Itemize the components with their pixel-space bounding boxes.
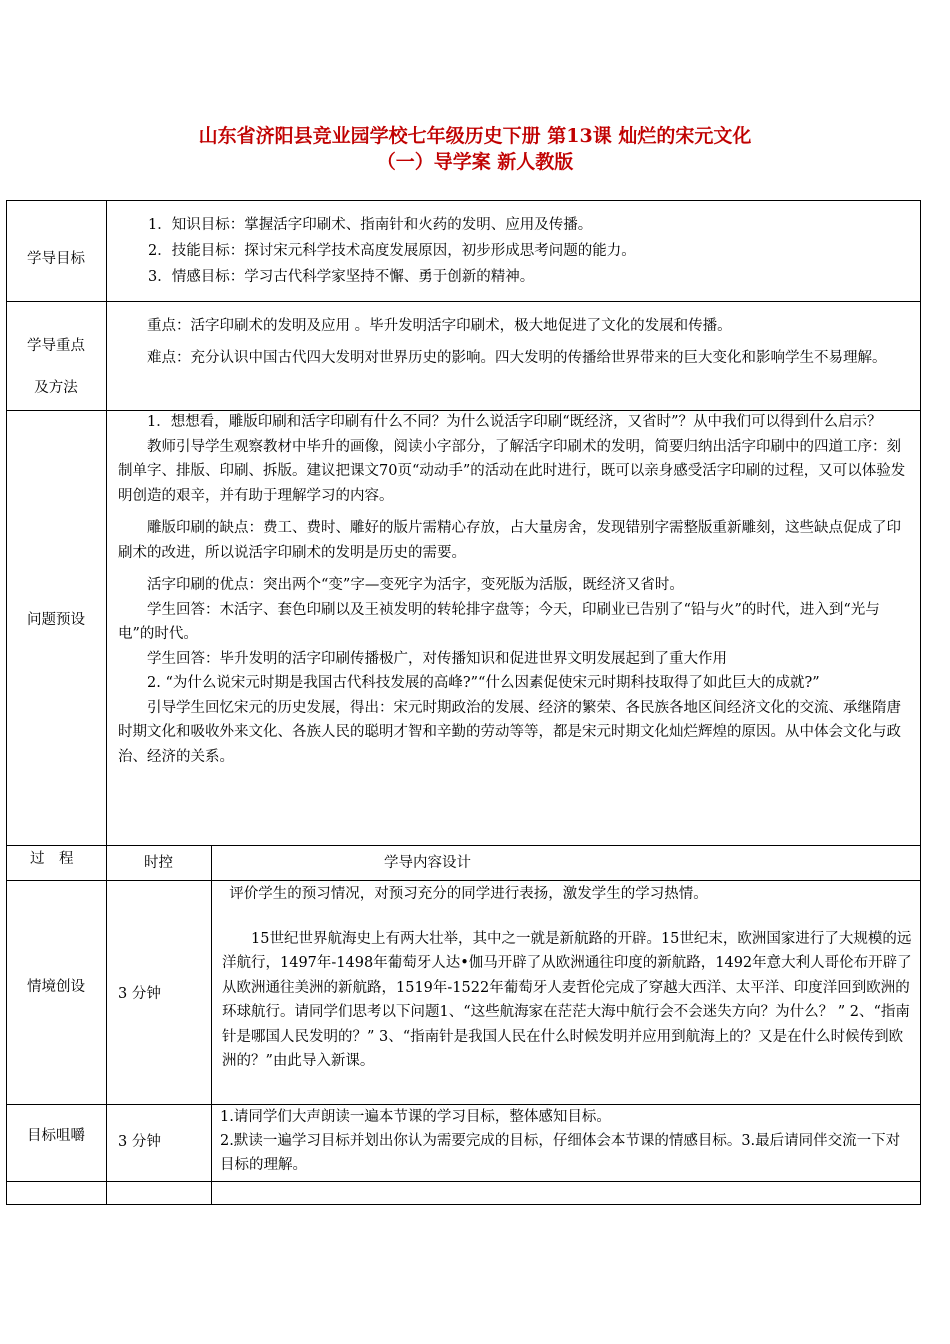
problem-paragraph: 2. “为什么说宋元时期是我国古代科技发展的高峰?”“什么因素促使宋元时期科技取得了如此巨大的成就?” xyxy=(147,675,820,691)
goal-emotion: 3．情感目标：学习古代科学家坚持不懈、勇于创新的精神。 xyxy=(148,269,535,285)
goal-skill: 2．技能目标：探讨宋元科学技术高度发展原因，初步形成思考问题的能力。 xyxy=(148,243,636,259)
problem-paragraph: 雕版印刷的缺点：费工、费时、雕好的版片需精心存放，占大量房舍，发现错别字需整版重新雕刻，这些缺点促成了印刷术的改进，所以说活字印刷术的发明是历史的需要。 xyxy=(118,520,901,561)
key-point: 重点：活字印刷术的发明及应用 。毕升发明活字印刷术，极大地促进了文化的发展和传播。 xyxy=(147,318,732,334)
scenario-content xyxy=(222,882,912,1074)
problem-paragraph: 学生回答：毕升发明的活字印刷传播极广，对传播知识和促进世界文明发展起到了重大作用 xyxy=(147,650,727,667)
problem-paragraph: 1．想想看，雕版印刷和活字印刷有什么不同？为什么说活字印刷“既经济，又省时”？从中我们可以得到什么启示？ xyxy=(147,414,882,430)
problem-paragraph: 教师引导学生观察教材中毕升的画像，阅读小字部分，了解活字印刷术的发明，简要归纳出活字印刷中的四道工序：刻制单字、排版、印刷、拆版。建议把课文70页“动动手”的活动在此时进行，既可以亲身感受活字印刷的过程，又可以体验发明创造的艰辛，并有助于理解学习的内容。 xyxy=(118,438,906,504)
keypoints-label-line1: 学导重点 xyxy=(27,338,85,354)
keypoints-content xyxy=(118,313,912,371)
goal-reading-label: 目标咀嚼 xyxy=(27,1128,85,1144)
goal-reading-line2: 2.默读一遍学习目标并划出你认为需要完成的目标，仔细体会本节课的情感目标。3.最后请同伴交流一下对目标的理解。 xyxy=(220,1133,901,1173)
scenario-time: 3 分钟 xyxy=(118,986,161,1002)
header-process: 过 程 xyxy=(30,851,74,867)
problem-paragraph: 学生回答：木活字、套色印刷以及王祯发明的转轮排字盘等；今天，印刷业已告别了“铅与火”的时代，进入到“光与电”的时代。 xyxy=(118,601,880,642)
header-time: 时控 xyxy=(144,855,173,871)
problem-paragraph: 引导学生回忆宋元的历史发展，得出：宋元时期政治的发展、经济的繁荣、各民族各地区间经济文化的交流、承继隋唐时期文化和吸收外来文化、各族人民的聪明才智和辛勤的劳动等等，都是宋元时期文化灿烂辉煌的原因。从中体会文化与政治、经济的关系。 xyxy=(118,699,901,765)
keypoints-label-line2: 及方法 xyxy=(34,380,78,396)
difficulty-point: 难点：充分认识中国古代四大发明对世界历史的影响。四大发明的传播给世界带来的巨大变化和影响学生不易理解。 xyxy=(147,350,887,366)
problems-label: 问题预设 xyxy=(27,612,85,628)
problems-content xyxy=(118,410,912,769)
scenario-body: 15世纪世界航海史上有两大壮举，其中之一就是新航路的开辟。15世纪末，欧洲国家进行了大规模的远洋航行，1497年-1498年葡萄牙人达•伽马开辟了从欧洲通往印度的新航路，1492年意大利人哥伦布开辟了从欧洲通往美洲的新航路，1519年-1522年葡萄牙人麦哲伦完成了穿越大西洋、太平洋、印度洋回到欧洲的环球航行。请同学们思考以下问题1、“这些航海家在茫茫大海中航行会不会迷失方向？为什么？ ” 2、“指南针是哪国人民发明的？” 3、“指南针是我国人民在什么时候发明并应用到航海上的？又是在什么时候传到欧洲的？”由此导入新课。 xyxy=(222,930,912,1069)
goal-reading-content xyxy=(220,1105,912,1177)
goal-knowledge: 1．知识目标：掌握活字印刷术、指南针和火药的发明、应用及传播。 xyxy=(148,217,593,233)
scenario-label: 情境创设 xyxy=(27,979,85,995)
scenario-intro: 评价学生的预习情况，对预习充分的同学进行表扬，激发学生的学习热情。 xyxy=(229,886,708,902)
goals-label: 学导目标 xyxy=(27,251,85,267)
header-design: 学导内容设计 xyxy=(384,855,471,871)
goals-list xyxy=(148,212,908,290)
goal-reading-time: 3 分钟 xyxy=(118,1134,161,1150)
problem-paragraph: 活字印刷的优点：突出两个“变”字—变死字为活字，变死版为活版，既经济又省时。 xyxy=(147,577,684,593)
goal-reading-line1: 1.请同学们大声朗读一遍本节课的学习目标，整体感知目标。 xyxy=(220,1109,611,1125)
document-title-line2: （一）导学案 新人教版 xyxy=(376,151,574,173)
keypoints-label xyxy=(6,325,106,409)
document-title-line1: 山东省济阳县竞业园学校七年级历史下册 第13课 灿烂的宋元文化 xyxy=(198,125,752,147)
